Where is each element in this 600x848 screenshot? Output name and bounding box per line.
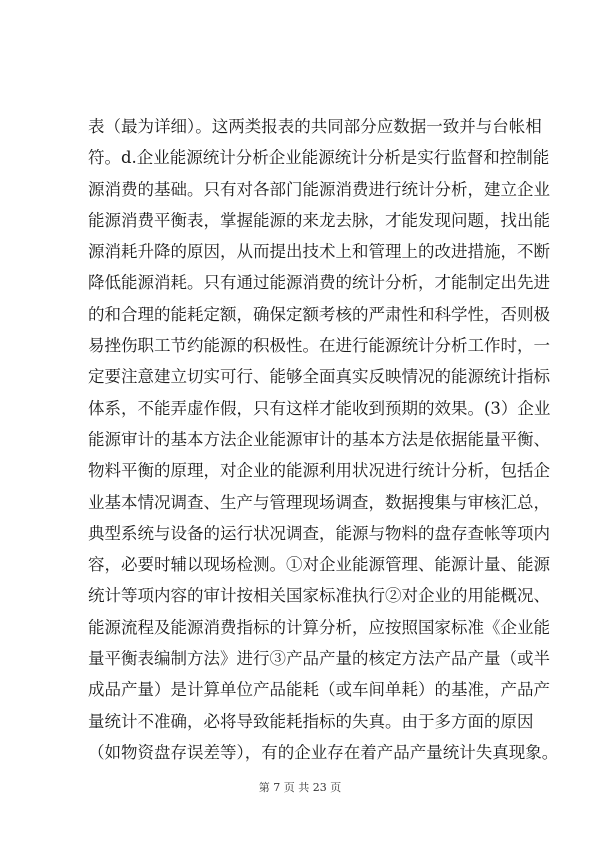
text-line: 能源流程及能源消费指标的计算分析，应按照国家标准《企业能	[88, 617, 550, 637]
text-line: （如物资盘存误差等），有的企业存在着产品产量统计失真现象。	[88, 742, 559, 762]
text-line: 量平衡表编制方法》进行③产品产量的核定方法产品产量（或半	[88, 649, 550, 669]
text-line: 典型系统与设备的运行状况调查，能源与物料的盘存查帐等项内	[88, 523, 550, 543]
page-number-footer: 第 7 页 共 23 页	[258, 781, 342, 794]
text-line: 容，必要时辅以现场检测。①对企业能源管理、能源计量、能源	[88, 555, 550, 575]
text-line: 降低能源消耗。只有通过能源消费的统计分析，才能制定出先进	[88, 273, 550, 293]
text-line: 符。d.企业能源统计分析企业能源统计分析是实行监督和控制能	[88, 148, 550, 168]
text-line: 能源审计的基本方法企业能源审计的基本方法是依据能量平衡、	[88, 429, 550, 449]
text-line: 源消耗升降的原因，从而提出技术上和管理上的改进措施，不断	[88, 242, 550, 262]
text-line: 体系，不能弄虚作假，只有这样才能收到预期的效果。(3）企业	[88, 398, 551, 418]
text-line: 的和合理的能耗定额，确保定额考核的严肃性和科学性，否则极	[88, 304, 550, 324]
text-line: 成品产量）是计算单位产品能耗（或车间单耗）的基准，产品产	[88, 680, 550, 700]
text-line: 表（最为详细）。这两类报表的共同部分应数据一致并与台帐相	[88, 117, 542, 136]
text-line: 源消费的基础。只有对各部门能源消费进行统计分析，建立企业	[88, 179, 550, 199]
text-line: 量统计不准确，必将导致能耗指标的失真。由于多方面的原因	[88, 711, 534, 731]
text-line: 能源消费平衡表，掌握能源的来龙去脉，才能发现问题，找出能	[88, 210, 550, 230]
text-line: 易挫伤职工节约能源的积极性。在进行能源统计分析工作时，一	[88, 336, 550, 356]
text-line: 物料平衡的原理，对企业的能源利用状况进行统计分析，包括企	[88, 461, 550, 481]
text-line: 业基本情况调查、生产与管理现场调查，数据搜集与审核汇总，	[88, 492, 550, 512]
body-text	[88, 111, 559, 768]
text-line: 统计等项内容的审计按相关国家标准执行②对企业的用能概况、	[88, 586, 550, 606]
text-line: 定要注意建立切实可行、能够全面真实反映情况的能源统计指标	[88, 367, 550, 387]
